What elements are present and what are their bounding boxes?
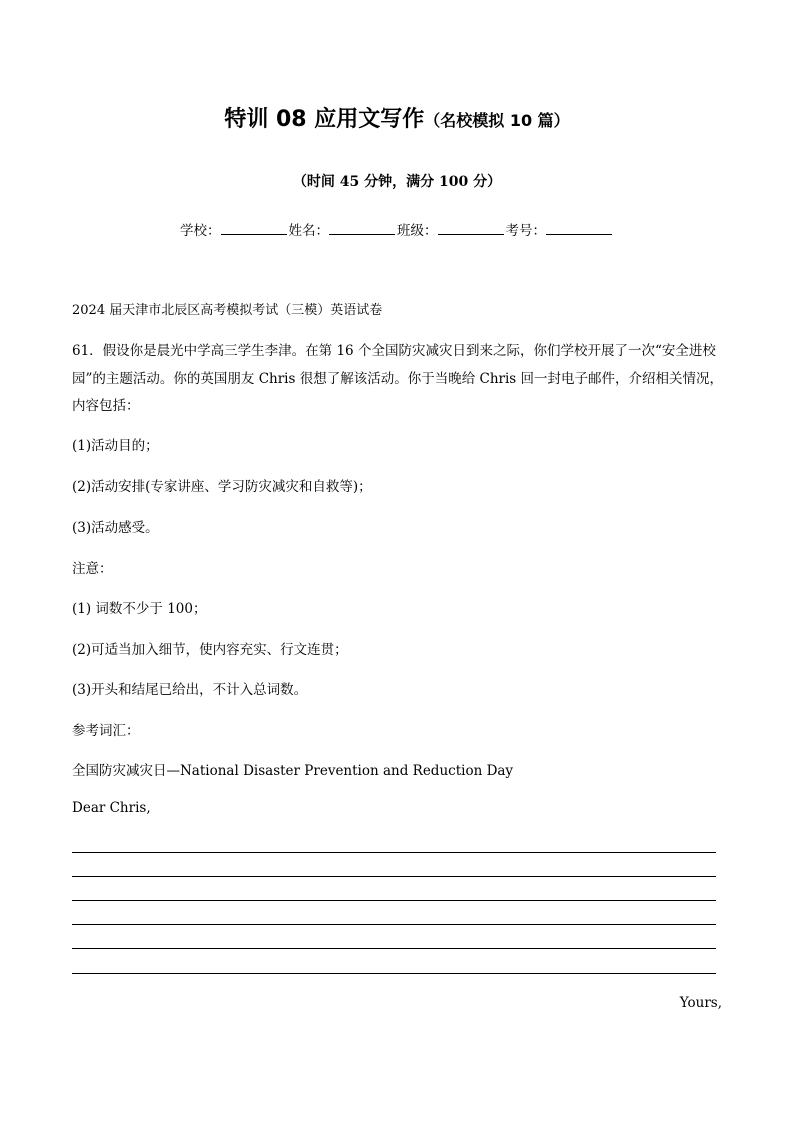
note-3: (3)开头和结尾已给出，不计入总词数。 bbox=[72, 682, 308, 698]
answer-line[interactable] bbox=[72, 948, 716, 949]
number-label: 考号： bbox=[505, 223, 546, 239]
number-blank[interactable] bbox=[546, 220, 612, 235]
class-label: 班级： bbox=[397, 223, 438, 239]
question-source: 2024 届天津市北辰区高考模拟考试（三模）英语试卷 bbox=[72, 303, 383, 318]
vocab-label: 参考词汇： bbox=[72, 723, 140, 739]
note-1: (1) 词数不少于 100； bbox=[72, 601, 207, 617]
class-blank[interactable] bbox=[438, 220, 504, 235]
name-blank[interactable] bbox=[329, 220, 395, 235]
requirement-3: (3)活动感受。 bbox=[72, 520, 159, 536]
title-main: 特训 08 应用文写作 bbox=[224, 107, 425, 132]
exam-time-subtitle: （时间 45 分钟，满分 100 分） bbox=[292, 174, 502, 190]
page-title bbox=[0, 102, 794, 133]
answer-line[interactable] bbox=[72, 973, 716, 974]
requirement-2: (2)活动安排(专家讲座、学习防灾减灾和自救等)； bbox=[72, 479, 372, 495]
answer-line[interactable] bbox=[72, 852, 716, 853]
vocab-entry: 全国防灾减灾日—National Disaster Prevention and Reduction Day bbox=[72, 763, 514, 779]
note-2: (2)可适当加入细节，使内容充实、行文连贯； bbox=[72, 642, 348, 658]
answer-line[interactable] bbox=[72, 924, 716, 925]
name-label: 姓名： bbox=[288, 223, 329, 239]
student-info-row bbox=[0, 219, 794, 239]
letter-closing: Yours, bbox=[679, 995, 722, 1011]
title-sub: （名校模拟 10 篇） bbox=[424, 111, 570, 130]
school-label: 学校： bbox=[180, 223, 221, 239]
answer-line[interactable] bbox=[72, 900, 716, 901]
requirement-1: (1)活动目的； bbox=[72, 438, 159, 454]
question-prompt: 61．假设你是晨光中学高三学生李津。在第 16 个全国防灾减灾日到来之际，你们学校开展了一次“安全进校园”的主题活动。你的英国朋友 Chris 很想了解该活动。你于当晚给 Chris 回一封电子邮件，介绍相关情况，内容包括： bbox=[72, 343, 724, 414]
letter-greeting: Dear Chris, bbox=[72, 800, 151, 816]
answer-line[interactable] bbox=[72, 876, 716, 877]
notes-label: 注意： bbox=[72, 561, 113, 577]
school-blank[interactable] bbox=[221, 220, 287, 235]
